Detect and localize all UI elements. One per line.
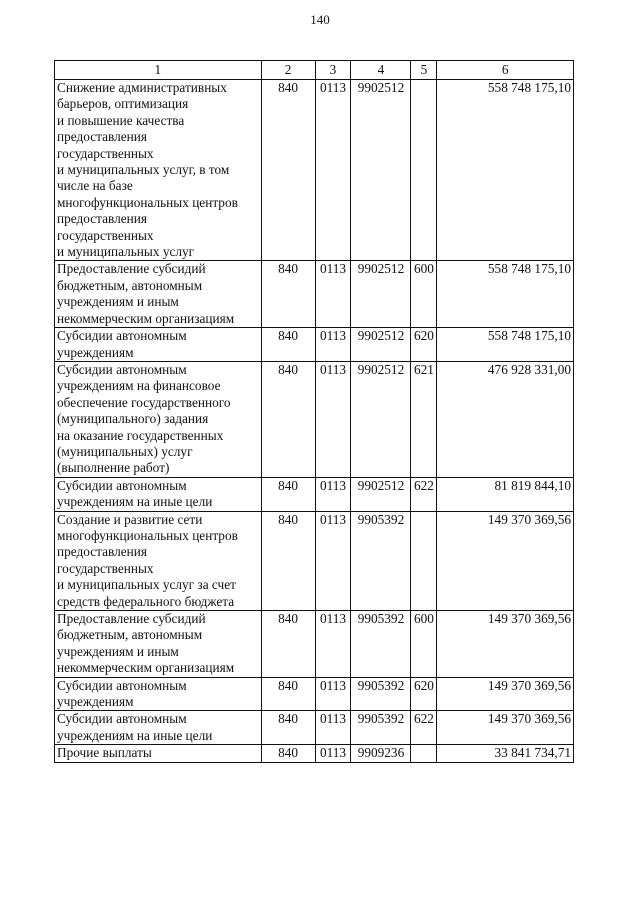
row-col5-cell: 622 [411,711,437,745]
table-row [55,677,574,711]
header-col-3: 3 [315,61,351,80]
table-row [55,477,574,511]
row-col4-cell: 9905392 [351,677,411,711]
row-col2-cell: 840 [261,477,315,511]
row-col2-cell: 840 [261,80,315,261]
row-col5-cell: 600 [411,611,437,678]
header-col-2: 2 [261,61,315,80]
row-col5-cell [411,745,437,762]
row-col4-cell: 9902512 [351,328,411,362]
header-col-6: 6 [437,61,574,80]
row-name-cell: Предоставление субсидий бюджетным, автономным учреждениям и иным некоммерческим организациям [55,611,262,678]
row-amount-cell: 81 819 844,10 [437,477,574,511]
row-col5-cell: 620 [411,677,437,711]
row-name-cell: Предоставление субсидий бюджетным, автономным учреждениям и иным некоммерческим организациям [55,261,262,328]
budget-table [54,60,574,763]
row-amount-cell: 476 928 331,00 [437,361,574,477]
row-col4-cell: 9902512 [351,80,411,261]
row-col3-cell: 0113 [315,477,351,511]
table-row [55,80,574,261]
row-col2-cell: 840 [261,745,315,762]
table-row [55,511,574,610]
row-col5-cell: 620 [411,328,437,362]
row-name-cell: Создание и развитие сети многофункциональных центров предоставления государственных и муниципальных услуг за счет средств федерального бюджета [55,511,262,610]
row-col3-cell: 0113 [315,745,351,762]
row-amount-cell: 149 370 369,56 [437,511,574,610]
row-col2-cell: 840 [261,711,315,745]
header-col-4: 4 [351,61,411,80]
row-col3-cell: 0113 [315,361,351,477]
row-col2-cell: 840 [261,677,315,711]
header-col-1: 1 [55,61,262,80]
row-col4-cell: 9909236 [351,745,411,762]
row-col2-cell: 840 [261,611,315,678]
row-col3-cell: 0113 [315,711,351,745]
row-amount-cell: 558 748 175,10 [437,328,574,362]
row-col4-cell: 9902512 [351,261,411,328]
row-col5-cell [411,511,437,610]
row-col3-cell: 0113 [315,511,351,610]
row-amount-cell: 558 748 175,10 [437,261,574,328]
row-col4-cell: 9902512 [351,477,411,511]
row-name-cell: Субсидии автономным учреждениям на иные цели [55,711,262,745]
row-col5-cell: 621 [411,361,437,477]
row-amount-cell: 149 370 369,56 [437,711,574,745]
row-col5-cell [411,80,437,261]
page-number: 140 [310,12,330,27]
row-col3-cell: 0113 [315,677,351,711]
row-amount-cell: 149 370 369,56 [437,677,574,711]
header-col-5: 5 [411,61,437,80]
table-row [55,261,574,328]
row-col4-cell: 9905392 [351,611,411,678]
table-row [55,611,574,678]
row-col3-cell: 0113 [315,611,351,678]
row-amount-cell: 33 841 734,71 [437,745,574,762]
row-name-cell: Прочие выплаты [55,745,262,762]
row-col2-cell: 840 [261,328,315,362]
row-amount-cell: 558 748 175,10 [437,80,574,261]
row-name-cell: Субсидии автономным учреждениям [55,328,262,362]
row-name-cell: Субсидии автономным учреждениям [55,677,262,711]
row-col4-cell: 9902512 [351,361,411,477]
row-col4-cell: 9905392 [351,511,411,610]
row-amount-cell: 149 370 369,56 [437,611,574,678]
row-col5-cell: 600 [411,261,437,328]
row-col2-cell: 840 [261,511,315,610]
row-col3-cell: 0113 [315,261,351,328]
table-row [55,328,574,362]
row-name-cell: Снижение административных барьеров, оптимизация и повышение качества предоставления государственных и муниципальных услуг, в том числе на базе многофункциональных центров предоставления государственных и муниципальных услуг [55,80,262,261]
row-col5-cell: 622 [411,477,437,511]
table-row [55,711,574,745]
table-row [55,745,574,762]
table-row [55,361,574,477]
row-col2-cell: 840 [261,361,315,477]
table-header-row [55,61,574,80]
row-col2-cell: 840 [261,261,315,328]
row-col4-cell: 9905392 [351,711,411,745]
row-col3-cell: 0113 [315,328,351,362]
row-name-cell: Субсидии автономным учреждениям на иные цели [55,477,262,511]
row-col3-cell: 0113 [315,80,351,261]
row-name-cell: Субсидии автономным учреждениям на финансовое обеспечение государственного (муниципального) задания на оказание государственных (муниципальных) услуг (выполнение работ) [55,361,262,477]
